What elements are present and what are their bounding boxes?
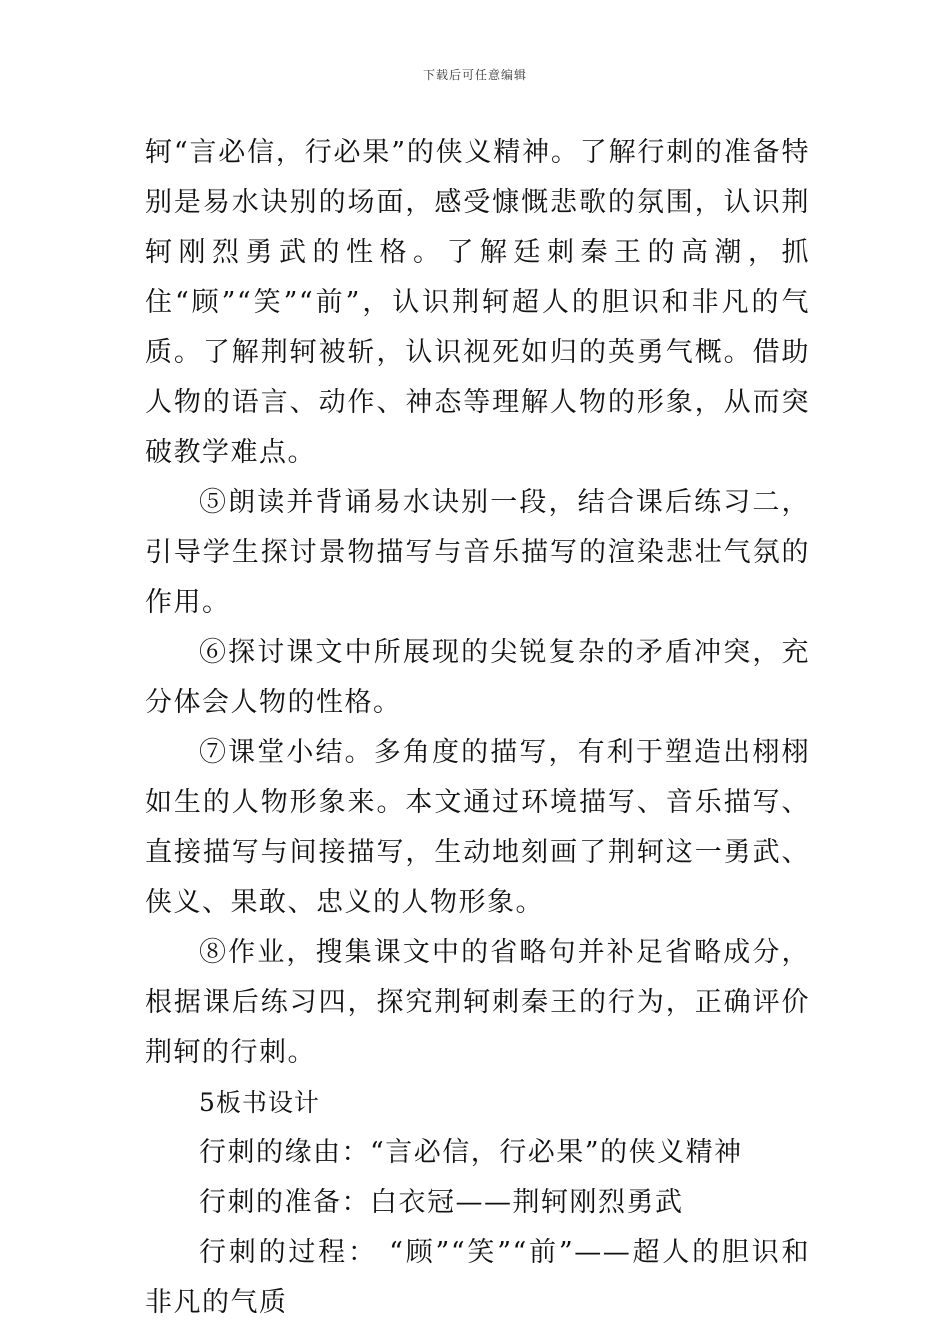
paragraph-step-6: ⑥探讨课文中所展现的尖锐复杂的矛盾冲突，充分体会人物的性格。 bbox=[145, 637, 810, 718]
document-body bbox=[145, 128, 810, 1328]
paragraph-step-5: ⑤朗读并背诵易水诀别一段，结合课后练习二，引导学生探讨景物描写与音乐描写的渲染悲壮气氛的作用。 bbox=[145, 487, 810, 618]
board-line-reason: 行刺的缘由：“言必信，行必果”的侠义精神 bbox=[199, 1137, 743, 1168]
section-title-board-design: 5板书设计 bbox=[199, 1088, 320, 1117]
board-line-process: 行刺的过程： “顾”“笑”“前”——超人的胆识和非凡的气质 bbox=[145, 1237, 810, 1318]
paragraph-step-8: ⑧作业，搜集课文中的省略句并补足省略成分，根据课后练习四，探究荆轲刺秦王的行为，正确评价荆轲的行刺。 bbox=[145, 937, 810, 1068]
board-line-preparation: 行刺的准备：白衣冠——荆轲刚烈勇武 bbox=[199, 1187, 684, 1218]
page-header-note: 下载后可任意编辑 bbox=[422, 68, 527, 82]
paragraph-jingke-analysis: 轲“言必信，行必果”的侠义精神。了解行刺的准备特别是易水诀别的场面，感受慷慨悲歌的氛围，认识荆轲刚烈勇武的性格。了解廷刺秦王的高潮，抓住“顾”“笑”“前”，认识荆轲超人的胆识和非凡的气质。了解荆轲被斩，认识视死如归的英勇气概。借助人物的语言、动作、神态等理解人物的形象，从而突破教学难点。 bbox=[145, 137, 810, 468]
paragraph-step-7: ⑦课堂小结。多角度的描写，有利于塑造出栩栩如生的人物形象来。本文通过环境描写、音乐描写、直接描写与间接描写，生动地刻画了荆轲这一勇武、侠义、果敢、忠义的人物形象。 bbox=[145, 737, 810, 918]
